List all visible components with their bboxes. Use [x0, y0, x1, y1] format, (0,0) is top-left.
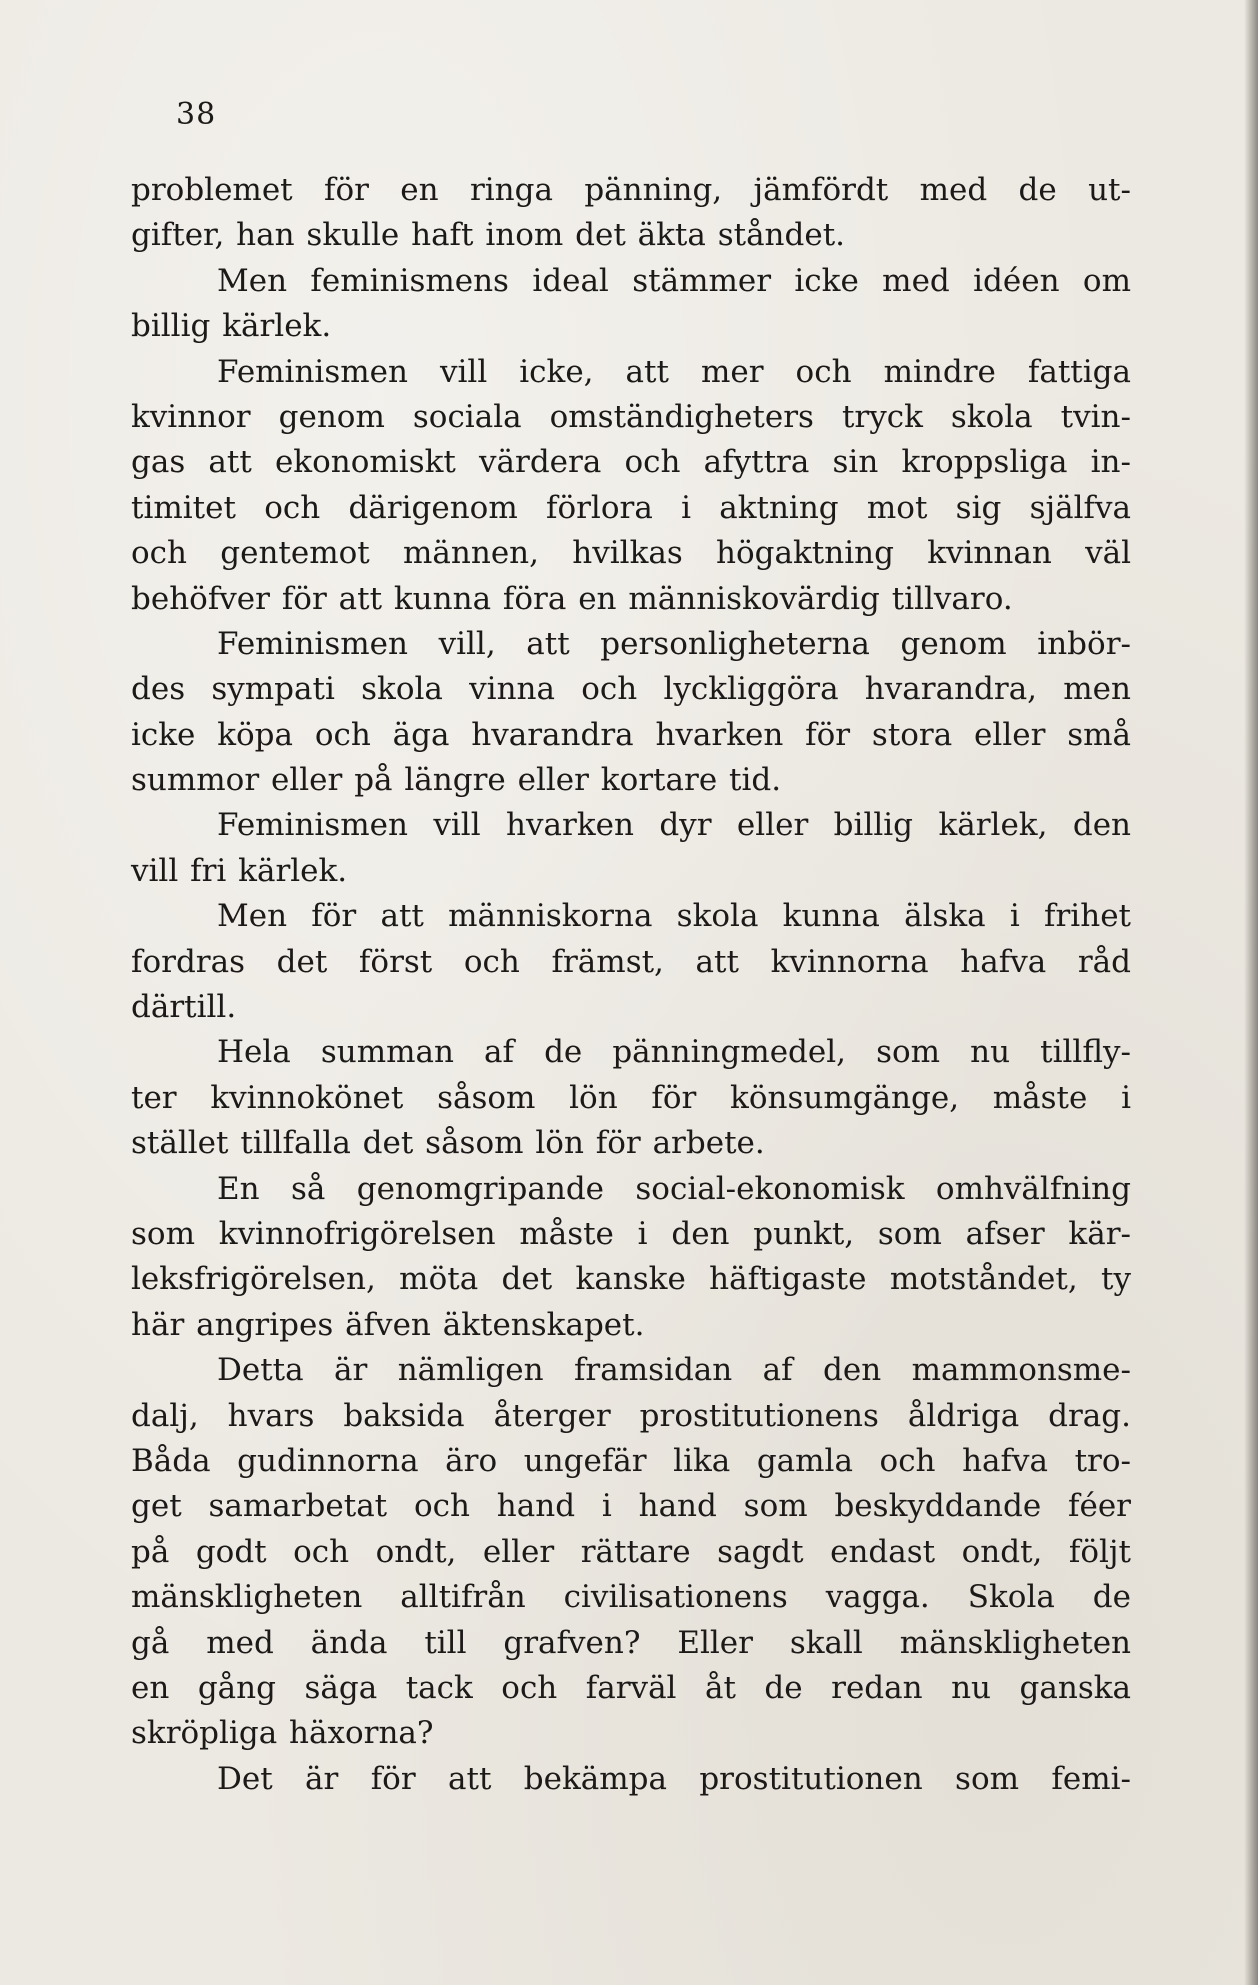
text-line: därtill. [131, 989, 237, 1026]
text-line: leksfrigörelsen, möta det kanske häftigaste motståndet, ty [131, 1261, 1131, 1298]
text-line: gifter, han skulle haft inom det äkta ståndet. [131, 217, 846, 254]
text-line: Hela summan af de pänningmedel, som nu tillfly- [217, 1034, 1131, 1071]
text-line: Feminismen vill icke, att mer och mindre fattiga [217, 353, 1131, 390]
text-line: Båda gudinnorna äro ungefär lika gamla och hafva tro- [131, 1442, 1131, 1479]
text-line: och gentemot männen, hvilkas högaktning kvinnan väl [131, 535, 1131, 572]
text-line: ter kvinnokönet såsom lön för könsumgänge, måste i [131, 1079, 1131, 1116]
text-line: behöfver för att kunna föra en människovärdig tillvaro. [131, 580, 1013, 617]
text-line: stället tillfalla det såsom lön för arbete. [131, 1125, 765, 1162]
page-edge-shadow [1244, 0, 1258, 1985]
text-line: här angripes äfven äktenskapet. [131, 1306, 645, 1343]
text-line: problemet för en ringa pänning, jämfördt med de ut- [131, 172, 1131, 208]
text-line: des sympati skola vinna och lyckliggöra hvarandra, men [131, 671, 1131, 708]
text-line: Det är för att bekämpa prostitutionen som femi- [217, 1760, 1131, 1797]
text-line: som kvinnofrigörelsen måste i den punkt, som afser kär- [131, 1215, 1131, 1252]
text-line: Detta är nämligen framsidan af den mammonsme- [217, 1352, 1131, 1389]
page-number: 38 [176, 97, 217, 132]
text-line: skröpliga häxorna? [131, 1715, 434, 1752]
text-line: kvinnor genom sociala omständigheters tryck skola tvin- [131, 398, 1131, 435]
text-line: en gång säga tack och farväl åt de redan nu ganska [131, 1669, 1131, 1706]
text-line: Men feminismens ideal stämmer icke med idéen om [217, 262, 1131, 299]
text-line: på godt och ondt, eller rättare sagdt endast ondt, följt [131, 1533, 1131, 1570]
text-line: mänskligheten alltifrån civilisationens vagga. Skola de [131, 1579, 1131, 1616]
text-line: En så genomgripande social-ekonomisk omhvälfning [217, 1170, 1131, 1207]
text-line: summor eller på längre eller kortare tid. [131, 762, 782, 799]
text-line: fordras det först och främst, att kvinnorna hafva råd [131, 943, 1131, 980]
text-line: timitet och därigenom förlora i aktning mot sig själfva [131, 489, 1131, 526]
text-line: icke köpa och äga hvarandra hvarken för stora eller små [131, 716, 1131, 753]
text-line: gå med ända till grafven? Eller skall mänskligheten [131, 1624, 1131, 1661]
text-line: Feminismen vill hvarken dyr eller billig kärlek, den [217, 807, 1131, 844]
text-line: dalj, hvars baksida återger prostitutionens åldriga drag. [131, 1397, 1131, 1434]
body-text [131, 168, 1131, 1802]
text-line: gas att ekonomiskt värdera och afyttra sin kroppsliga in- [131, 444, 1131, 481]
text-line: Men för att människorna skola kunna älska i frihet [217, 898, 1131, 935]
text-line: billig kärlek. [131, 308, 332, 345]
text-line: vill fri kärlek. [131, 852, 348, 889]
text-line: Feminismen vill, att personligheterna genom inbör- [217, 625, 1131, 662]
text-line: get samarbetat och hand i hand som beskyddande féer [131, 1488, 1131, 1525]
